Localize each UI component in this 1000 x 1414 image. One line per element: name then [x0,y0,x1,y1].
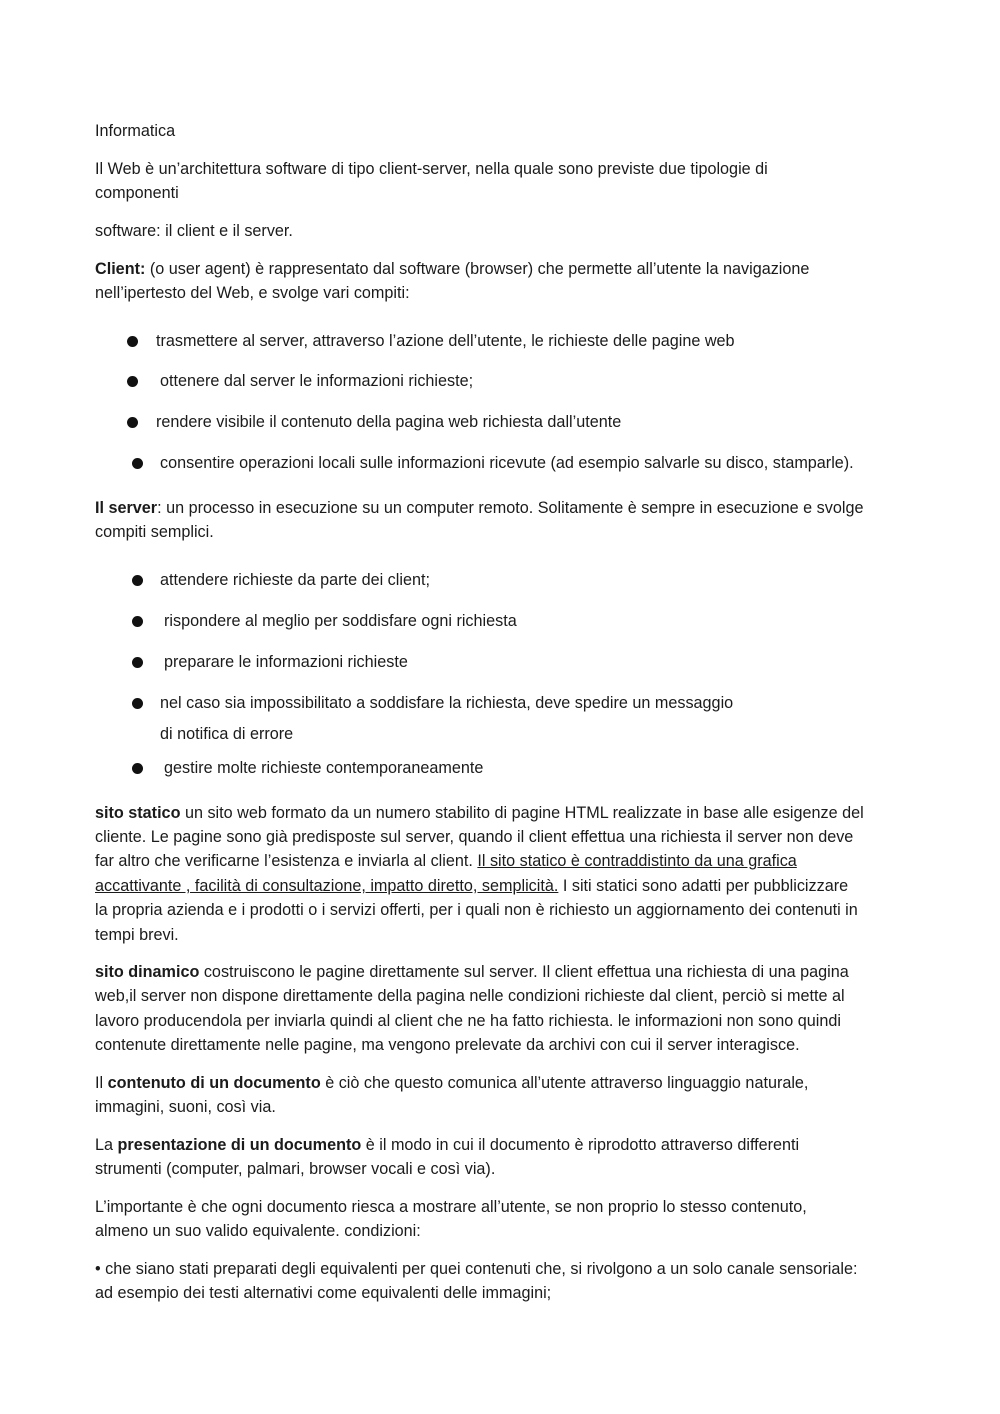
importante-line-2: almeno un suo valido equivalente. condizioni: [95,1222,421,1240]
server-paragraph-line-2: compiti semplici. [95,523,214,541]
sito-dinamico-line-2: web,il server non dispone direttamente della pagina nelle condizioni richieste dal client, perciò si mette al [95,987,845,1005]
bullet-icon [127,417,138,428]
presentazione-line-2: strumenti (computer, palmari, browser vocali e così via). [95,1160,496,1178]
sito-statico-line-1: sito statico un sito web formato da un numero stabilito di pagine HTML realizzate in base alle esigenze del [95,804,864,822]
condizione-line-1: • che siano stati preparati degli equivalenti per quei contenuti che, si rivolgono a un solo canale sensoriale: [95,1260,858,1278]
server-bullet-3: preparare le informazioni richieste [164,653,408,671]
presentazione-label: presentazione di un documento [117,1136,362,1154]
server-bullet-4-continuation: di notifica di errore [160,725,294,743]
sito-dinamico-line-1: sito dinamico costruiscono le pagine direttamente sul server. Il client effettua una richiesta di una pagina [95,963,849,981]
sito-statico-label: sito statico [95,804,181,822]
server-bullet-1: attendere richieste da parte dei client; [160,571,430,589]
bullet-icon [132,698,143,709]
document-title: Informatica [95,122,176,140]
sito-dinamico-label: sito dinamico [95,963,200,981]
bullet-icon [127,336,138,347]
underlined-text: accattivante , facilità di consultazione, impatto diretto, semplicità. [95,877,559,895]
sito-statico-line-6: tempi brevi. [95,926,179,944]
bullet-icon [127,376,138,387]
contenuto-label: contenuto di un documento [107,1074,321,1092]
sito-statico-line-3: far altro che verificarne l’esistenza e inviarla al client. Il sito statico è contraddistinto da una grafica [95,852,797,870]
presentazione-line-1: La presentazione di un documento è il modo in cui il documento è riprodotto attraverso differenti [95,1136,800,1154]
client-paragraph-line-2: nell’ipertesto del Web, e svolge vari compiti: [95,284,410,302]
bullet-icon [132,458,143,469]
contenuto-line-1: Il contenuto di un documento è ciò che questo comunica all’utente attraverso linguaggio naturale, [95,1074,809,1092]
intro-line-1: Il Web è un’architettura software di tipo client-server, nella quale sono previste due tipologie di [95,160,768,178]
importante-line-1: L’importante è che ogni documento riesca a mostrare all’utente, se non proprio lo stesso contenuto, [95,1198,807,1216]
client-bullet-3: rendere visibile il contenuto della pagina web richiesta dall’utente [156,413,622,431]
sito-statico-line-5: la propria azienda e i prodotti o i servizi offerti, per i quali non è richiesto un aggiornamento dei contenuti in [95,901,858,919]
server-bullet-5: gestire molte richieste contemporaneamente [164,759,484,777]
bullet-icon [132,763,143,774]
client-paragraph-line-1: Client: (o user agent) è rappresentato dal software (browser) che permette all’utente la navigazione [95,260,810,278]
condizione-line-2: ad esempio dei testi alternativi come equivalenti delle immagini; [95,1284,552,1302]
bullet-icon [132,657,143,668]
sito-statico-line-2: cliente. Le pagine sono già predisposte sul server, quando il client effettua una richiesta il server non deve [95,828,854,846]
client-bullet-1: trasmettere al server, attraverso l’azione dell’utente, le richieste delle pagine web [156,332,735,350]
intro-line-2: componenti [95,184,179,202]
server-bullet-4: nel caso sia impossibilitato a soddisfare la richiesta, deve spedire un messaggio [160,694,734,712]
sito-statico-line-4: accattivante , facilità di consultazione, impatto diretto, semplicità. I siti statici sono adatti per pubblicizzare [95,877,849,895]
client-label: Client: [95,260,146,278]
underlined-text: Il sito statico è contraddistinto da una grafica [477,852,797,870]
contenuto-line-2: immagini, suoni, così via. [95,1098,276,1116]
server-paragraph-line-1: Il server: un processo in esecuzione su un computer remoto. Solitamente è sempre in esecuzione e svolge [95,499,864,517]
client-bullet-4: consentire operazioni locali sulle informazioni ricevute (ad esempio salvarle su disco, stamparle). [160,454,854,472]
server-bullet-2: rispondere al meglio per soddisfare ogni richiesta [164,612,517,630]
bullet-icon [132,616,143,627]
client-bullet-2: ottenere dal server le informazioni richieste; [160,372,474,390]
sito-dinamico-line-3: lavoro producendola per inviarla quindi al client che ne ha fatto richiesta. le informazioni non sono quindi [95,1012,841,1030]
sito-dinamico-line-4: contenute direttamente nelle pagine, ma vengono prelevate da archivi con cui il server interagisce. [95,1036,800,1054]
bullet-icon [132,575,143,586]
server-label: Il server [95,499,158,517]
intro-line-3: software: il client e il server. [95,222,293,240]
